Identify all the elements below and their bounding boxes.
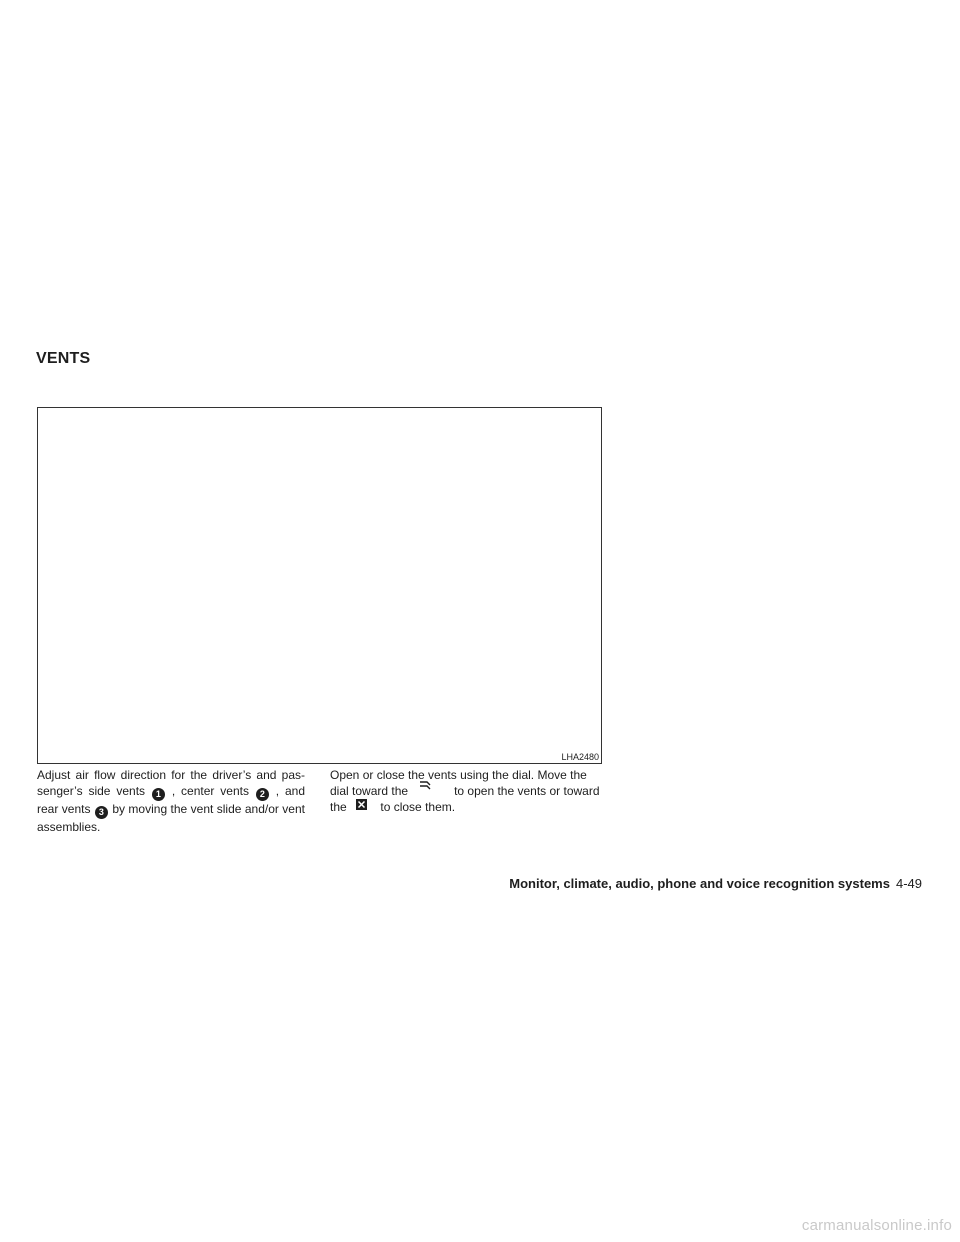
section-heading: VENTS xyxy=(36,350,91,367)
footer-page-number: 4-49 xyxy=(895,876,922,891)
left-column-paragraph xyxy=(37,767,305,835)
marker-1-icon: 1 xyxy=(152,788,165,801)
right-text-1: Open or close the vents using the dial. Move the dial toward the xyxy=(330,768,587,798)
vent-closed-icon xyxy=(356,799,367,810)
marker-2-icon: 2 xyxy=(256,788,269,801)
left-text-3: , and rear vents xyxy=(37,784,305,816)
left-text-4: by moving the vent slide and/or vent assemblies. xyxy=(37,802,305,834)
page-footer xyxy=(430,876,922,891)
right-text-3: to close them. xyxy=(380,800,456,814)
left-text-2: , center vents xyxy=(171,784,249,798)
figure-code: LHA2480 xyxy=(561,752,599,762)
vents-figure xyxy=(37,407,602,764)
watermark: carmanualsonline.info xyxy=(801,1217,952,1234)
right-text-2: to open the vents or toward the xyxy=(330,784,600,814)
right-column-paragraph xyxy=(330,767,601,815)
vent-open-icon xyxy=(417,780,437,792)
left-text-1: Adjust air flow direction for the driver’s and pas-senger’s side vents xyxy=(37,768,305,798)
marker-3-icon: 3 xyxy=(95,806,108,819)
footer-chapter-title: Monitor, climate, audio, phone and voice recognition systems xyxy=(509,876,890,891)
